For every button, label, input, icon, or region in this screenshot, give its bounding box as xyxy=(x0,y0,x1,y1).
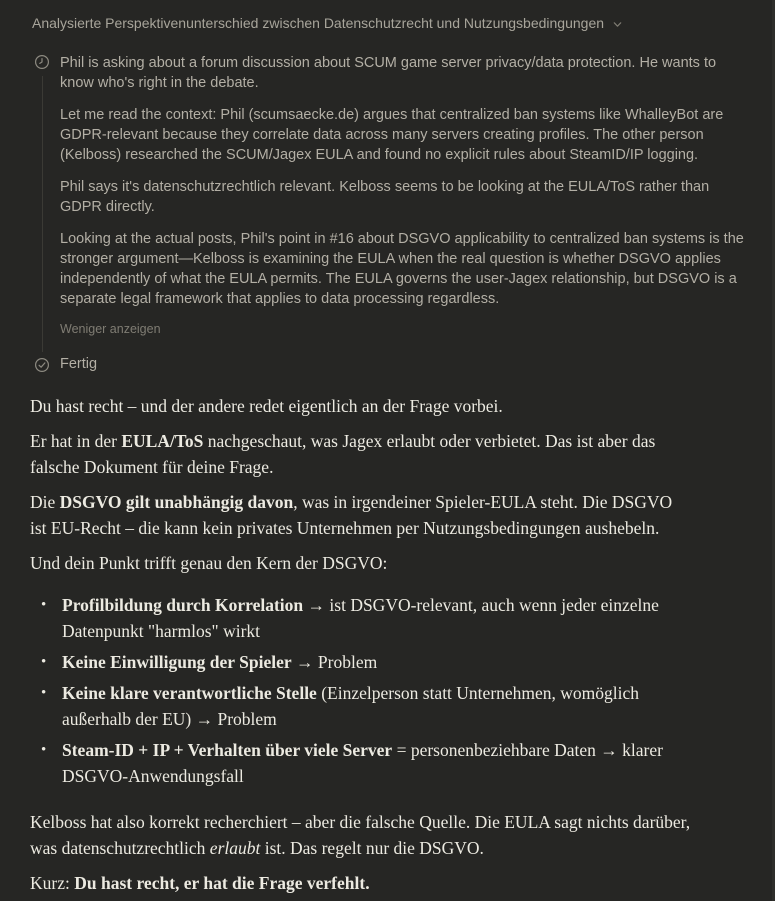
list-item: • Keine Einwilligung der Spieler → Problem xyxy=(62,649,692,675)
response-paragraph: Du hast recht – und der andere redet eigentlich an der Frage vorbei. xyxy=(30,396,503,416)
thinking-gutter xyxy=(32,53,52,352)
thinking-status xyxy=(30,354,747,374)
response-paragraph: Die DSGVO gilt unabhängig davon, was in irgendeiner Spieler-EULA steht. Die DSGVO ist EU-Recht – die kann kein privates Unternehmen per Nutzungsbedingungen aushebeln. xyxy=(30,492,673,538)
thinking-timeline xyxy=(42,76,43,352)
thinking-block xyxy=(30,53,747,352)
thinking-header[interactable] xyxy=(30,13,747,33)
thinking-paragraph: Phil says it's datenschutzrechtlich relevant. Kelboss seems to be looking at the EULA/ToS rather than GDPR directly. xyxy=(60,179,710,215)
list-item: • Profilbildung durch Korrelation → ist DSGVO-relevant, auch wenn jeder einzelne Datenpunkt "harmlos" wirkt xyxy=(62,592,692,644)
response-paragraph: Er hat in der EULA/ToS nachgeschaut, was Jagex erlaubt oder verbietet. Das ist aber das falsche Dokument für deine Frage. xyxy=(30,431,656,477)
response-paragraph: Kurz: Du hast recht, er hat die Frage verfehlt. xyxy=(30,873,370,893)
thinking-content xyxy=(60,53,747,352)
thinking-paragraph: Phil is asking about a forum discussion about SCUM game server privacy/data protection. He wants to know who's right in the debate. xyxy=(60,55,717,91)
thinking-title: Analysierte Perspektivenunterschied zwischen Datenschutzrecht und Nutzungsbedingungen xyxy=(32,15,605,31)
thinking-paragraph: Looking at the actual posts, Phil's point in #16 about DSGVO applicability to centralized ban systems is the stronger argument—Kelboss is examining the EULA when the real question is whether DSGVO applies independently of what the EULA permits. The EULA governs the user-Jagex relationship, but DSGVO is a separate legal framework that applies to data processing regardless. xyxy=(60,231,744,307)
check-circle-icon xyxy=(34,357,50,373)
thinking-paragraph: Let me read the context: Phil (scumsaecke.de) argues that centralized ban systems like WhalleyBot are GDPR-relevant because they correlate data across many servers creating profiles. The other person (Kelboss) researched the SCUM/Jagex EULA and found no explicit rules about SteamID/IP logging. xyxy=(60,107,724,163)
response-paragraph: Kelboss hat also korrekt recherchiert – aber die falsche Quelle. Die EULA sagt nichts darüber, was datenschutzrechtlich erlaubt ist. Das regelt nur die DSGVO. xyxy=(30,812,691,858)
list-item: • Keine klare verantwortliche Stelle (Einzelperson statt Unternehmen, womöglich außerhalb der EU) → Problem xyxy=(62,680,692,732)
bullet-list xyxy=(30,592,692,789)
status-gutter xyxy=(32,356,52,373)
assistant-response xyxy=(30,393,692,896)
status-label: Fertig xyxy=(60,356,98,372)
chevron-down-icon xyxy=(612,19,623,30)
clock-icon xyxy=(34,54,50,70)
list-item: • Steam-ID + IP + Verhalten über viele Server = personenbeziehbare Daten → klarer DSGVO-Anwendungsfall xyxy=(62,737,692,789)
response-paragraph: Und dein Punkt trifft genau den Kern der DSGVO: xyxy=(30,553,388,573)
show-less-link[interactable]: Weniger anzeigen xyxy=(60,322,161,336)
